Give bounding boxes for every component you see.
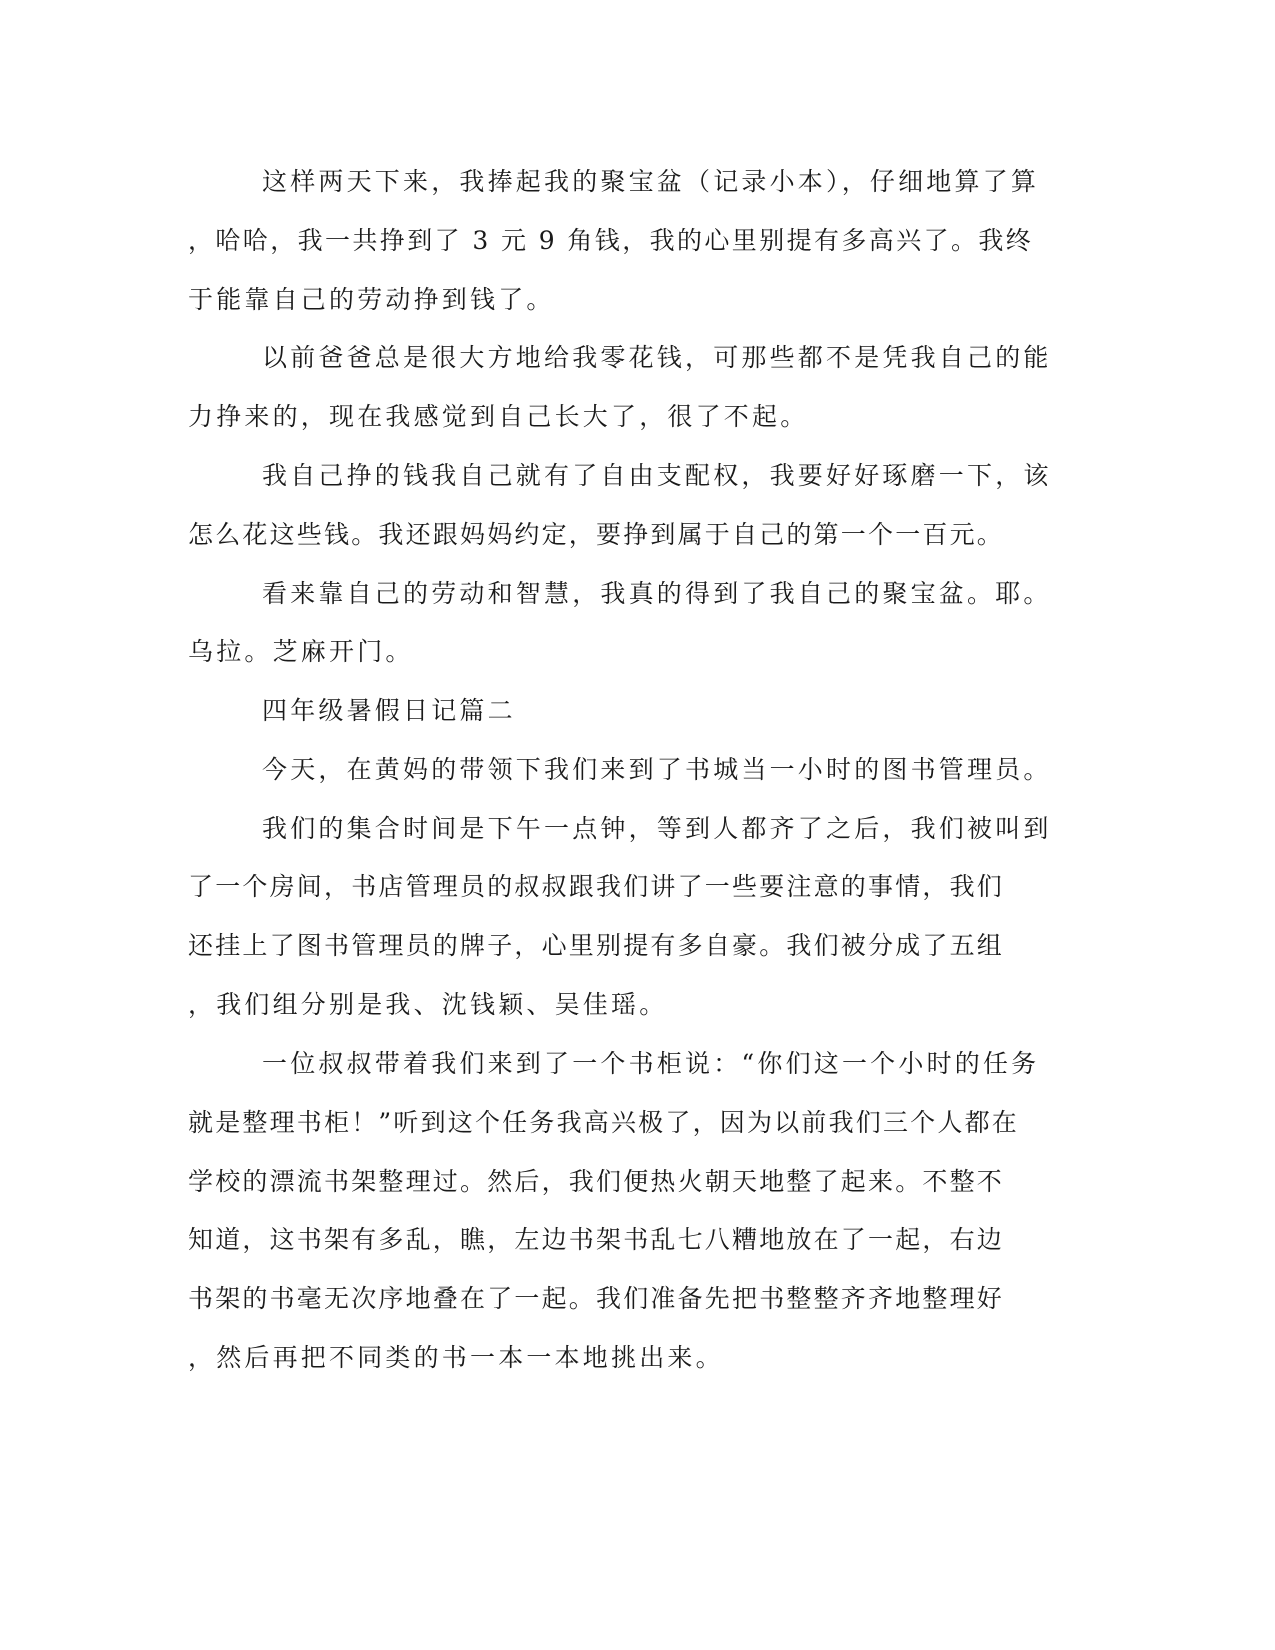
text-line: 我自己挣的钱我自己就有了自由支配权，我要好好琢磨一下，该	[262, 461, 1052, 490]
section-heading: 四年级暑假日记篇二	[262, 696, 516, 725]
text-line: 以前爸爸总是很大方地给我零花钱，可那些都不是凭我自己的能	[262, 343, 1052, 372]
text-line: 学校的漂流书架整理过。然后，我们便热火朝天地整了起来。不整不	[188, 1167, 1005, 1196]
text-line: 还挂上了图书管理员的牌子，心里别提有多自豪。我们被分成了五组	[188, 931, 1005, 960]
text-line: 于能靠自己的劳动挣到钱了。	[188, 285, 555, 314]
text-line: 就是整理书柜！”听到这个任务我高兴极了，因为以前我们三个人都在	[188, 1108, 1019, 1137]
text-line: 乌拉。芝麻开门。	[188, 637, 414, 666]
text-line: ，然后再把不同类的书一本一本地挑出来。	[188, 1343, 724, 1372]
text-line: 书架的书毫无次序地叠在了一起。我们准备先把书整整齐齐地整理好	[188, 1284, 1005, 1313]
text-line: 这样两天下来，我捧起我的聚宝盆（记录小本），仔细地算了算	[262, 167, 1040, 196]
text-line: ，我们组分别是我、沈钱颖、吴佳瑶。	[188, 990, 668, 1019]
text-line: 看来靠自己的劳动和智慧，我真的得到了我自己的聚宝盆。耶。	[262, 579, 1052, 608]
text-line: 我们的集合时间是下午一点钟，等到人都齐了之后，我们被叫到	[262, 814, 1052, 843]
text-line: 知道，这书架有多乱，瞧，左边书架书乱七八糟地放在了一起，右边	[188, 1225, 1005, 1254]
text-line: ，哈哈，我一共挣到了 3 元 9 角钱，我的心里别提有多高兴了。我终	[188, 226, 1034, 255]
text-line: 一位叔叔带着我们来到了一个书柜说：“你们这一个小时的任务	[262, 1049, 1040, 1078]
text-line: 了一个房间，书店管理员的叔叔跟我们讲了一些要注意的事情，我们	[188, 872, 1005, 901]
text-line: 今天，在黄妈的带领下我们来到了书城当一小时的图书管理员。	[262, 755, 1052, 784]
text-line: 力挣来的，现在我感觉到自己长大了，很了不起。	[188, 402, 809, 431]
text-line: 怎么花这些钱。我还跟妈妈约定，要挣到属于自己的第一个一百元。	[188, 520, 1005, 549]
